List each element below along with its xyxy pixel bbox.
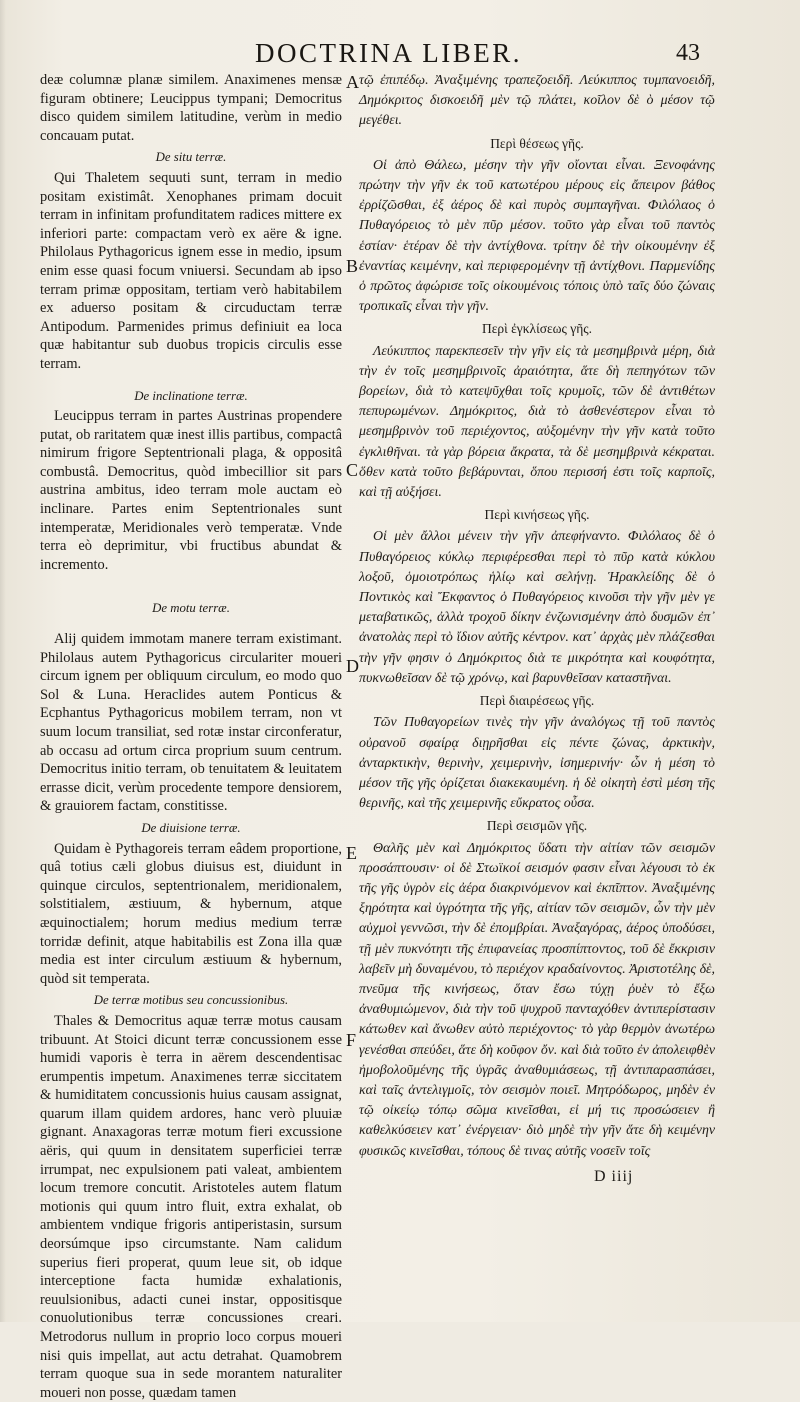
- latin-column: [40, 71, 342, 1402]
- signature-mark: D iiij: [594, 1168, 634, 1185]
- greek-heading-diaireseos: Περὶ διαιρέσεως γῆς.: [479, 693, 595, 709]
- greek-heading-theseos: Περὶ θέσεως γῆς.: [490, 135, 584, 151]
- greek-heading-kiniseos: Περὶ κινήσεως γῆς.: [484, 507, 590, 523]
- greek-para-kiniseos: Οἱ μὲν ἄλλοι μένειν τὴν γῆν ἀπεφήναντο. Φιλόλαος δὲ ὁ Πυθαγόρειος κύκλῳ περιφέρεσθαι περὶ τὸ πῦρ κατὰ κύκλου λοξοῦ, ὁμοιοτρόπως ἡλίῳ καὶ σελήνῃ. Ἡρακλείδης δὲ ὁ Ποντικὸς καὶ Ἔκφαντος ὁ Πυθαγόρειος κινοῦσι τὴν γῆν μὲν γε μεταβατικῶς, ἀλλὰ τροχοῦ δίκην ἐνζωνισμένην ἀπὸ δυσμῶν ἐπ᾽ ἀνατολὰς περὶ τὸ ἴδιον αὐτῆς κέντρον. κατ᾽ ἀρχὰς μὲν πλάζεσθαι τὴν γῆν φησιν ὁ Δημόκριτος διὰ τε μικρότητα καὶ κουφότητα, πυκνωθεῖσαν δὲ τῷ χρόνῳ, καὶ βαρυνθεῖσαν καταστῆναι.: [359, 529, 715, 686]
- latin-heading-motibus: De terræ motibus seu concussionibus.: [93, 993, 289, 1008]
- margin-letter-b: B: [346, 256, 359, 276]
- latin-para-inclinatione: Leucippus terram in partes Austrinas propendere putat, ob raritatem quæ inest illis partibus, compactâ nimirum frigore Septentrionali plaga, & oppositâ combustâ. Democritus, quòd imbecillior sit pars austrina ambitus, ideo terram mole auctam eò inclinare. Partes enim Septentrionales sunt intemperatæ, Meridionales verò temperatæ. Vnde terra eò deprimitur, vbi fructibus abundat & incremento.: [40, 408, 342, 573]
- latin-intro: deæ columnæ planæ similem. Anaximenes mensæ figuram obtinere; Leucippus tympani; Democritus disco quidem similem latitudine, verùm in medio concauam putat.: [40, 72, 342, 144]
- latin-heading-situ: De situ terræ.: [155, 150, 227, 165]
- greek-para-theseos: Οἱ ἀπὸ Θάλεω, μέσην τὴν γῆν οἴονται εἶναι. Ξενοφάνης πρώτην τὴν γῆν ἐκ τοῦ κατωτέρου μέρους εἰς ἄπειρον βάθος ἐρρίζῶσθαι, ἐξ ἀέρος δὲ καὶ πυρὸς συμπαγῆναι. Φιλόλαος ὁ Πυθαγόρειος τὸ μὲν πῦρ μέσον. τοῦτο γὰρ εἶναι τοῦ παντὸς ἑστίαν· ἑτέραν δὲ τὴν ἀντίχθονα. τρίτην δὲ τὴν οἰκουμένην ἐξ ἐναντίας κειμένην, καὶ περιφερομένην τῇ ἀντίχθονι. Παρμενίδης ὁ πρῶτος ἀφώρισε τοῖς οἰκουμένοις τόποις ὑπὸ ταῖς δύο ζώναις τροπικαῖς εἶναι τὴν γῆν.: [359, 157, 715, 315]
- latin-para-diuisione: Quidam è Pythagoreis terram eâdem proportione, quâ totius cæli globus diuisus est, diuidunt in quinque circulos, septentrionalem, meridionalem, solstitialem, æstiuum, & hybernum, atque æquinoctialem; horum medius medium terræ torridæ definit, atque habitabilis est Zona illa quæ media est inter circulum æstiuum & hybernum, quòd sit temperata.: [40, 840, 342, 987]
- margin-letter-f: F: [346, 1030, 357, 1050]
- latin-para-situ: Qui Thaletem sequuti sunt, terram in medio positam existimât. Xenophanes primam docuit terram in infinitam profunditatem radices mittere ex inferiori parte: compactam verò ex aëre & igne. Philolaus Pythagoricus ignem esse in medio, ipsum enim esse quasi focum vniuersi. Secundam ab ipso terram primæ oppositam, tertiam verò habitabilem ex aduerso positam & circuductam terræ Antipodum. Parmenides primus definiuit ea loca quæ habitantur sub duobus tropicis circulis esse terram.: [40, 169, 342, 372]
- margin-letter-c: C: [346, 460, 359, 480]
- greek-heading-seismon: Περὶ σεισμῶν γῆς.: [486, 818, 588, 834]
- page-number: 43: [676, 40, 700, 66]
- page-gutter-shadow: [0, 0, 6, 1322]
- margin-letter-e: E: [346, 843, 357, 863]
- latin-para-motibus: Thales & Democritus aquæ terræ motus causam tribuunt. At Stoici dicunt terræ concussionem esse humidi vaporis è terra in aërem descendentisac erumpentis impetum. Anaximenes terræ siccitatem & humiditatem concussionis huius causam assignat, quarum illam quidem ardores, hanc verò pluuiæ gignant. Anaxagoras terræ motum fieri excussione aëris, qui quum in densitatem superficiei terræ irrumpat, nec expulsionem pati valeat, ambientem locum tremore concutit. Aristoteles autem flatum motionis qui quum intro fluit, extra exhalat, ob ambientem vndique frigoris antiperistasin, sursum deorsúmque ipso circumstante. Nam calidum superius fieri properat, quum leue sit, ob idque interceptione facta humidæ exhalationis, reuulsionibus, adacti cunei instar, oppositisque conuolutionibus terræ concussiones creari. Metrodorus nullum in proprio loco corpus moueri nisi quis impellat, aut actu detrahat. Quamobrem terram quoque sua in sede morantem naturaliter moueri non posse, quædam tamen: [40, 1012, 342, 1401]
- margin-letter-d: D: [346, 656, 359, 676]
- greek-para-diaireseos: Τῶν Πυθαγορείων τινὲς τὴν γῆν ἀναλόγως τῇ τοῦ παντὸς οὐρανοῦ σφαίρᾳ διῃρῆσθαι εἰς πέντε ζώνας, ἀρκτικὴν, ἀνταρκτικὴν, θερινὴν, χειμερινὴν, ἰσημερινήν· ὧν ἡ μέση τὸ μέσον τῆς γῆς ὁρίζεται διακεκαυμένη. ἡ δὲ οἰκητὴ ἐστὶ μέση τῆς θερινῆς, καὶ τῆς χειμερινῆς εὔκρατος οὖσα.: [359, 715, 715, 812]
- greek-column: [359, 71, 715, 1162]
- latin-heading-motu: De motu terræ.: [152, 601, 230, 616]
- greek-intro: τῷ ἐπιπέδῳ. Ἀναξιμένης τραπεζοειδῆ. Λεύκιππος τυμπανοειδῆ, Δημόκριτος δισκοειδῆ μὲν τῷ πλάτει, κοῖλον δὲ ὸ μέσον τῷ μεγέθει.: [359, 73, 715, 129]
- greek-heading-egkliseos: Περὶ ἐγκλίσεως γῆς.: [481, 321, 593, 337]
- greek-para-seismon: Θαλῆς μὲν καὶ Δημόκριτος ὕδατι τὴν αἰτίαν τῶν σεισμῶν προσάπτουσιν· οἱ δὲ Στωϊκοί σεισμόν φασιν εἶναι λέγουσι τὸ ἐκ τῆς γῆς ὑγρὸν εἰς ἀέρα διακρινόμενον καὶ ἐκπῖπτον. Ἀναξιμένης ξηρότητα καὶ ὑγρότητα τῆς γῆς, αἰτίαν τῶν σεισμῶν, ὧν τὴν μὲν αὐχμοὶ γεννῶσι, τὴν δὲ ἐπομβρίαι. Ἀναξαγόρας, ἀέρος ὑποδύσει, τῇ μὲν πυκνότητι τῆς ἐπιφανείας προσπίπτοντος, τοῦ δὲ ἔκκρισιν λαβεῖν μὴ δυναμένου, τὸ περιέχον κραδαίνοντος. Ἀριστοτέλης δὲ, πνεῦμα τῆς κινήσεως, ὅταν ἔσω τύχῃ ῥυὲν τὸ ἔξω ἀναθυμιώμενον, διὰ τὴν τοῦ ψυχροῦ πανταχόθεν ἀντιπερίστασιν κάτωθεν καὶ ἄνωθεν αὐτὸ περιέχοντος· τὸ γὰρ θερμὸν ἀνωτέρω γενέσθαι σπεύδει, ἅτε δὴ κοῦφον ὄν. καὶ διὰ τοῦτο ἐν ἀπολειφθὲν ἠμοβολοῦμένης τῆς ὑγρᾶς ἀναθυμιάσεως, τῇ ἀντιπαρασπάσει, καὶ ταῖς ἀντελιγμοῖς, τὸν σεισμὸν ποιεῖ. Μητρόδωρος, μηδὲν ἐν τῷ οἰκείῳ τόπῳ σῶμα κινεῖσθαι, εἰ μή τις προσώσειεν ἢ καθελκύσειεν κατ᾽ ἐνέργειαν· διὸ μηδὲ τὴν γῆν ἅτε δὴ κειμένην φυσικῶς κινεῖσθαι, τόπους δὲ τινας αὐτῆς νοσεῖν τοῖς: [359, 840, 715, 1159]
- latin-heading-diuisione: De diuisione terræ.: [141, 820, 241, 835]
- margin-letter-a: A: [346, 72, 359, 92]
- latin-para-motu: Alij quidem immotam manere terram existimant. Philolaus autem Pythagoricus circulariter moueri circum ignem per obliquum circulum, eo modo quo Sol & Luna. Heraclides autem Ponticus & Ecphantus Pythagoricus mobilem terram, non vt suum locum transiliat, sed rotæ instar circonferatur, ab occasu ad ortum circa proprium suum centrum. Democritus initio terram, ob tenuitatem & leuitatem errasse dicit, verùm procedente tempore densiorem, & grauiorem factam, constitisse.: [40, 631, 342, 815]
- greek-para-egkliseos: Λεύκιππος παρεκπεσεῖν τὴν γῆν εἰς τὰ μεσημβρινὰ μέρη, διὰ τὴν ἐν τοῖς μεσημβρινοῖς ἀραιότητα, ἅτε δὴ πεπηγότων τῶν βορείων, διὰ τὸ κατεψῦχθαι τοῖς κρυμοῖς, τῶν δὲ ἀντιθέτων πεπυρωμένων. Δημόκριτος, διὰ τὸ ἀσθενέστερον εἶναι τὸ μεσημβρινὸν τοῦ περιέχοντος, αὐξομένην τὴν γῆν κατὰ τοῦτο ἐγκλιθῆναι. τὰ γὰρ βόρεια ἄκρατα, τὰ δὲ μεσημβρινὰ κέκραται. ὅθεν κατὰ τοῦτο βεβάρυνται, ὅπου περισσή ἐστι τοῖς καρποῖς, καὶ τῇ αὐξήσει.: [359, 343, 715, 501]
- running-head: DOCTRINA LIBER.: [255, 38, 522, 68]
- latin-heading-inclinatione: De inclinatione terræ.: [134, 388, 248, 403]
